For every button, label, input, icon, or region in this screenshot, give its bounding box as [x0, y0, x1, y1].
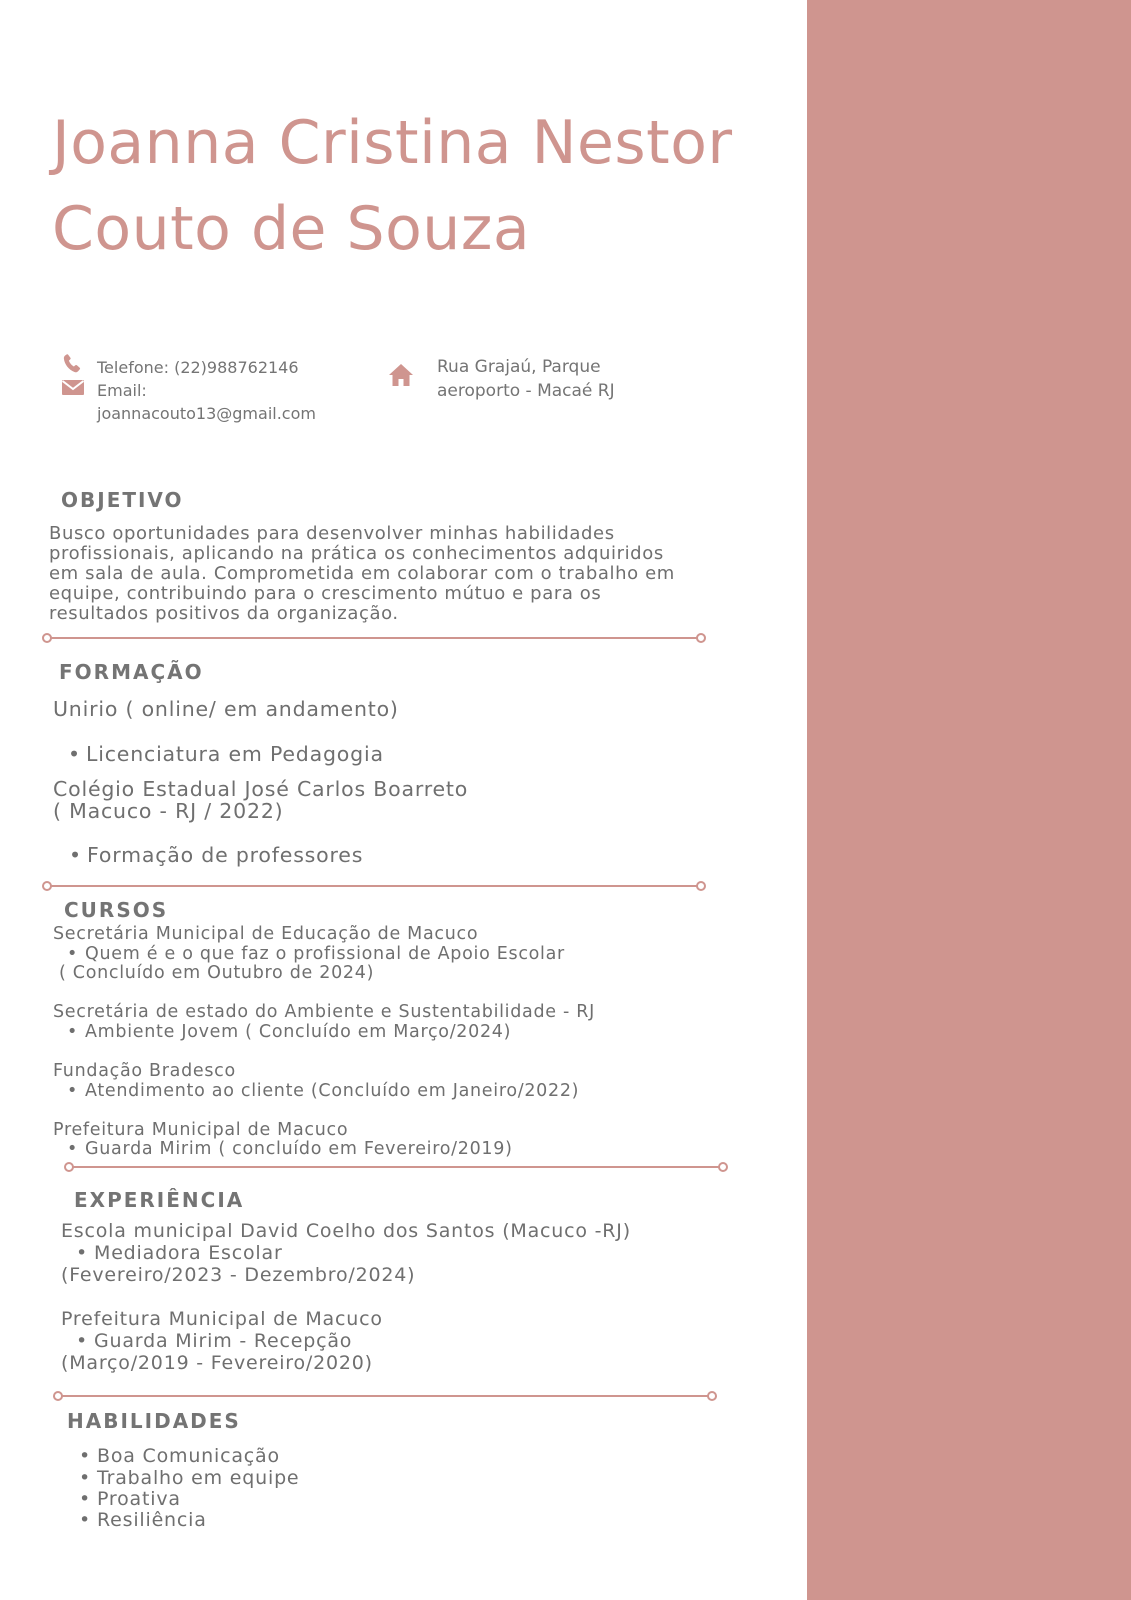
objetivo-paragraph [49, 524, 675, 624]
curso-org: Prefeitura Municipal de Macuco [53, 1120, 349, 1140]
phone-icon [60, 352, 84, 376]
name-line-2: Couto de Souza [52, 194, 531, 264]
house-icon [388, 362, 414, 388]
habilidade-item: • Resiliência [79, 1509, 207, 1531]
name-line-1: Joanna Cristina Nestor [52, 108, 733, 178]
formacao-item: • Formação de professores [69, 843, 363, 867]
section-divider [42, 880, 706, 892]
envelope-icon [61, 377, 85, 397]
curso-org: Fundação Bradesco [53, 1061, 236, 1081]
formacao-item: • Licenciatura em Pedagogia [68, 742, 384, 766]
objetivo-line: resultados positivos da organização. [49, 603, 399, 624]
habilidade-item: • Boa Comunicação [79, 1445, 280, 1467]
experiencia-role: • Guarda Mirim - Recepção [76, 1330, 352, 1352]
experiencia-date: (Fevereiro/2023 - Dezembro/2024) [61, 1264, 416, 1286]
curso-item: • Quem é e o que faz o profissional de Apoio Escolar [67, 944, 565, 964]
objetivo-line: Busco oportunidades para desenvolver minhas habilidades [49, 523, 615, 544]
phone-text: Telefone: (22)988762146 [97, 358, 299, 377]
experiencia-heading: EXPERIÊNCIA [74, 1188, 245, 1212]
candidate-name [52, 100, 792, 272]
objetivo-line: em sala de aula. Comprometida em colaborar com o trabalho em [49, 563, 675, 584]
formacao-heading: FORMAÇÃO [59, 660, 204, 684]
experiencia-org: Escola municipal David Coelho dos Santos (Macuco -RJ) [61, 1220, 631, 1242]
formacao-location: ( Macuco - RJ / 2022) [53, 799, 284, 823]
right-sidebar [807, 0, 1131, 1600]
section-divider [53, 1390, 717, 1402]
habilidades-heading: HABILIDADES [67, 1409, 241, 1433]
curso-org: Secretária Municipal de Educação de Macuco [53, 924, 479, 944]
formacao-institution: Unirio ( online/ em andamento) [53, 697, 399, 721]
email-text[interactable]: joannacouto13@gmail.com [97, 404, 316, 423]
formacao-institution: Colégio Estadual José Carlos Boarreto [53, 777, 469, 801]
objetivo-line: profissionais, aplicando na prática os conhecimentos adquiridos [49, 543, 664, 564]
habilidade-item: • Proativa [79, 1488, 181, 1510]
section-divider [64, 1161, 728, 1173]
experiencia-role: • Mediadora Escolar [76, 1242, 283, 1264]
cursos-heading: CURSOS [64, 898, 169, 922]
experiencia-org: Prefeitura Municipal de Macuco [61, 1308, 383, 1330]
email-label: Email: [97, 381, 147, 400]
experiencia-date: (Março/2019 - Fevereiro/2020) [61, 1352, 373, 1374]
curso-org: Secretária de estado do Ambiente e Sustentabilidade - RJ [53, 1002, 596, 1022]
curso-date: ( Concluído em Outubro de 2024) [59, 963, 375, 983]
curso-item: • Ambiente Jovem ( Concluído em Março/2024) [67, 1022, 511, 1042]
objetivo-line: equipe, contribuindo para o crescimento mútuo e para os [49, 583, 602, 604]
habilidade-item: • Trabalho em equipe [79, 1467, 299, 1489]
address-line-1: Rua Grajaú, Parque [437, 357, 601, 377]
curso-item: • Guarda Mirim ( concluído em Fevereiro/2019) [67, 1139, 513, 1159]
section-divider [42, 632, 706, 644]
curso-item: • Atendimento ao cliente (Concluído em Janeiro/2022) [67, 1081, 579, 1101]
objetivo-heading: OBJETIVO [61, 488, 184, 512]
address-line-2: aeroporto - Macaé RJ [437, 381, 615, 401]
